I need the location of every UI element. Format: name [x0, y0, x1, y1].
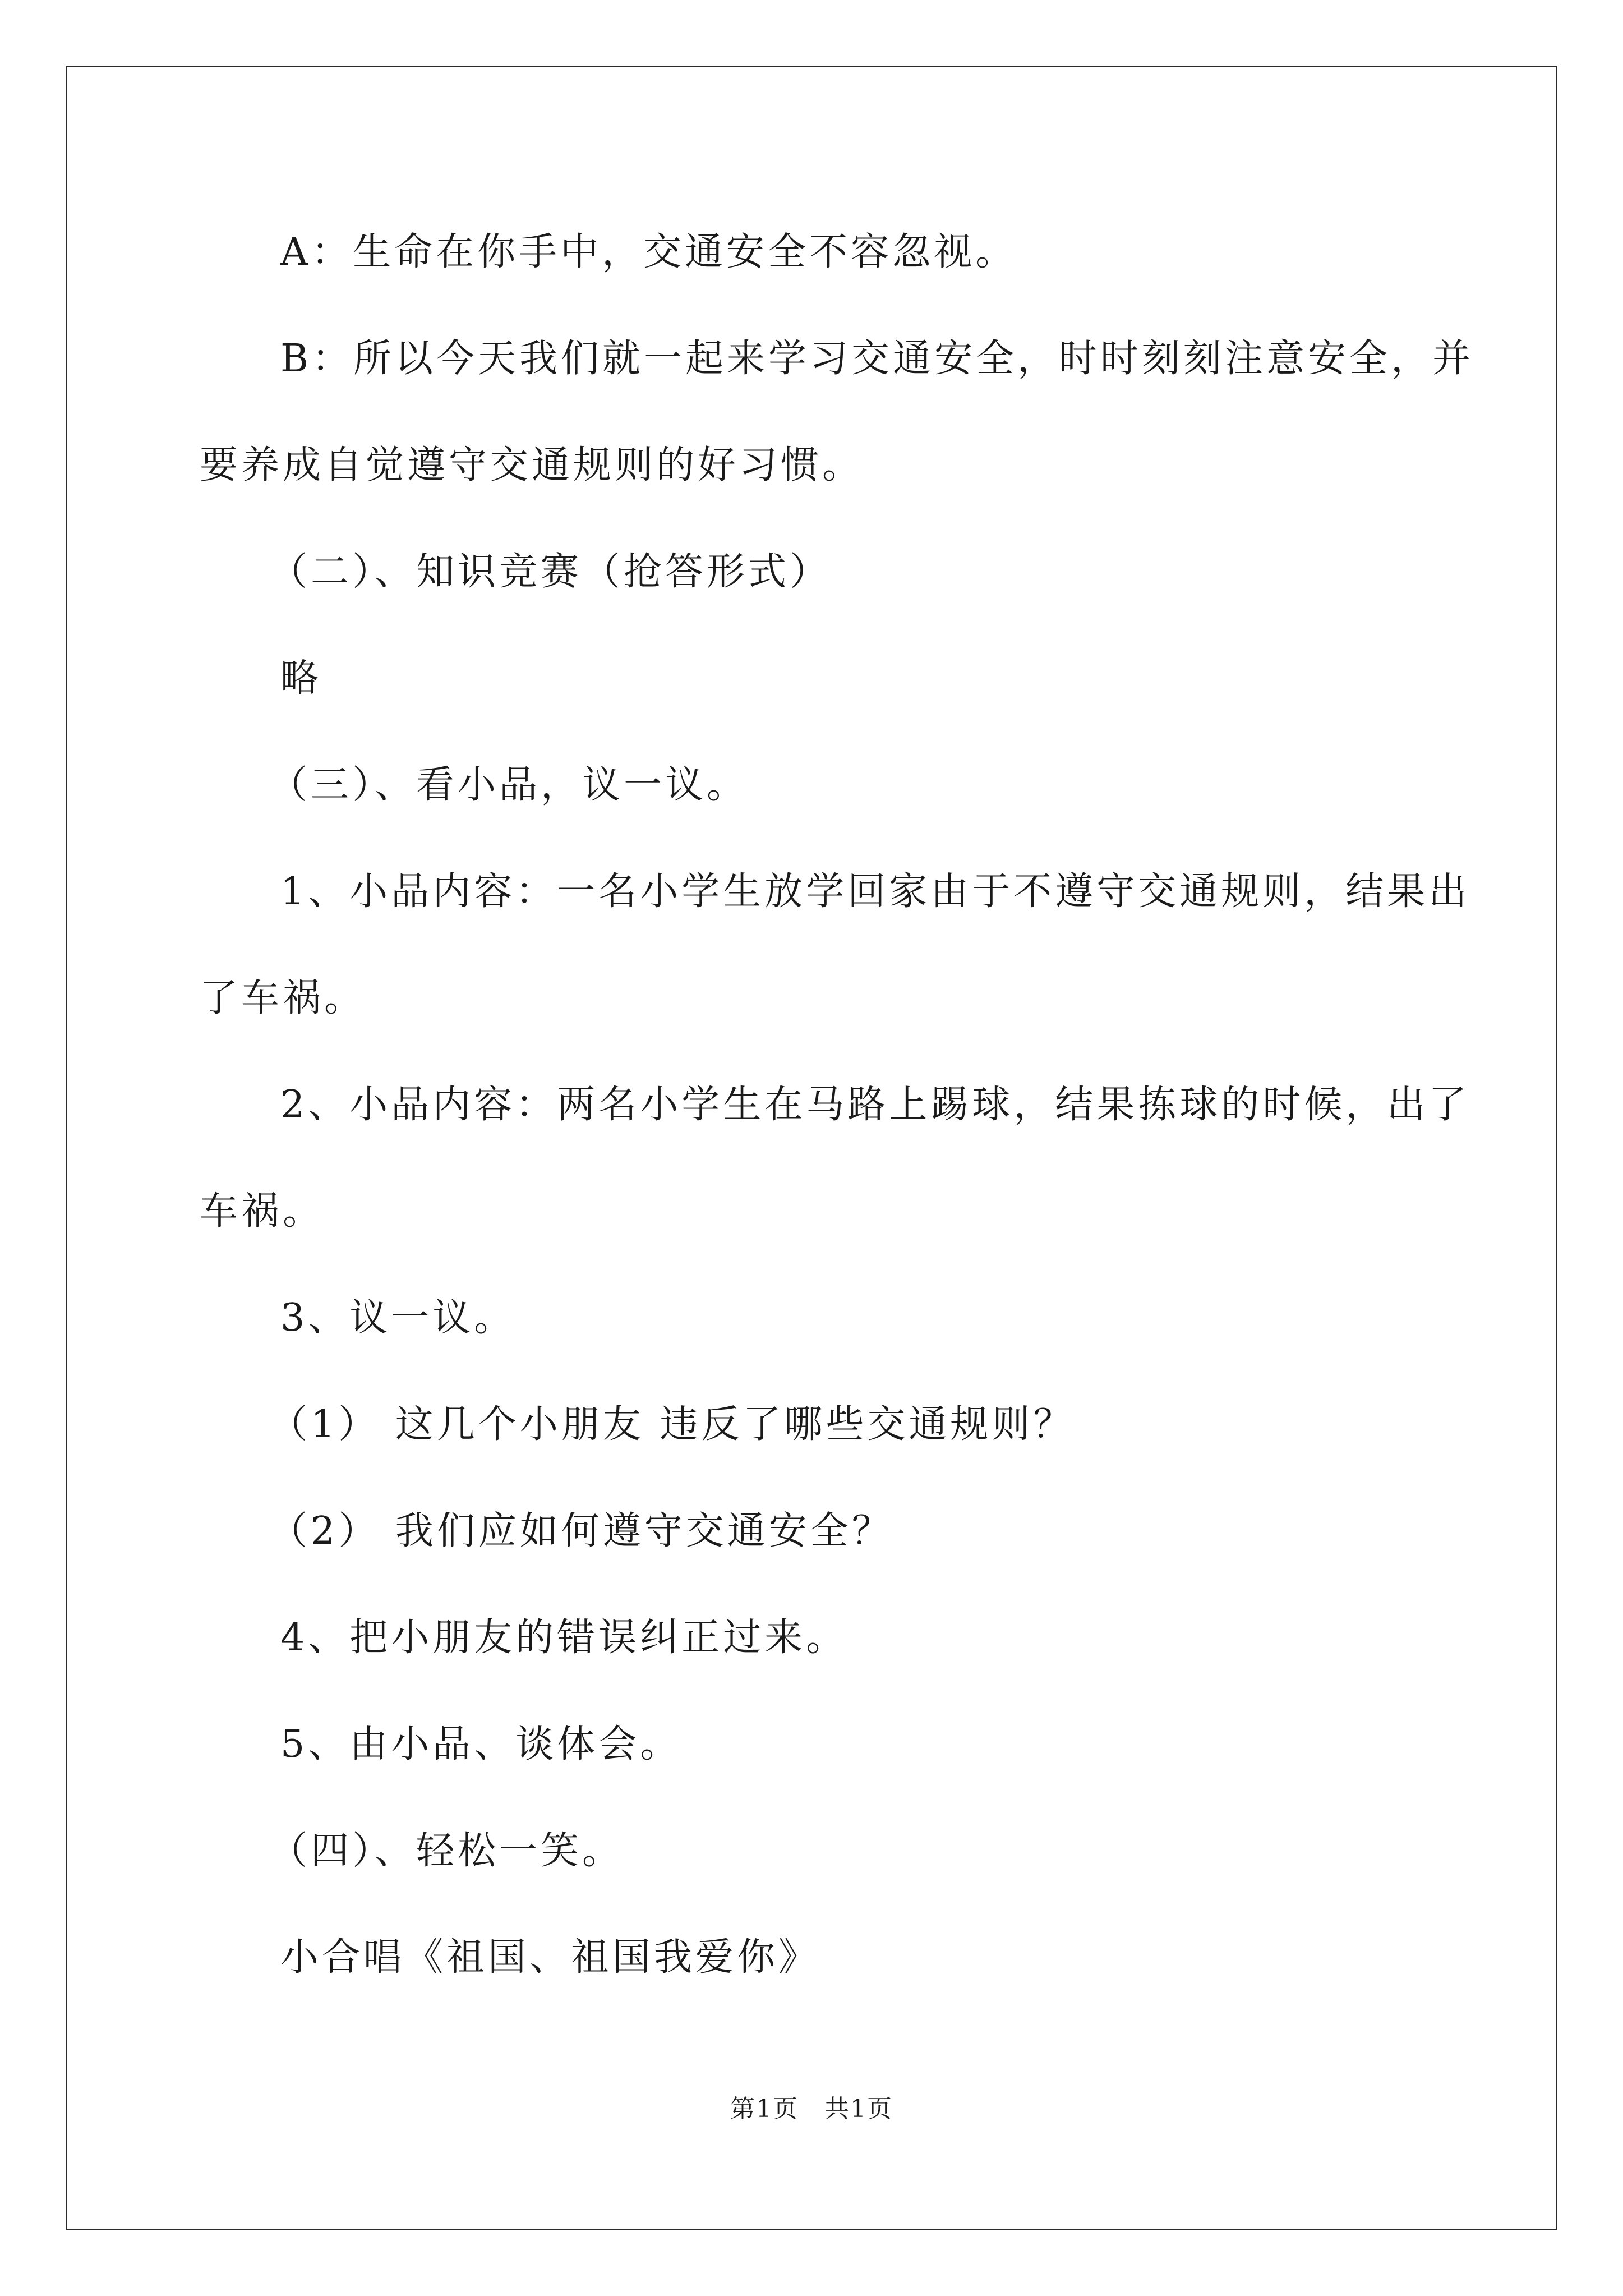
line-omitted: 略 — [280, 656, 322, 701]
sub-item-2: （2） 我们应如何遵守交通安全？ — [269, 1509, 893, 1553]
list-item-5: 5、由小品、谈体会。 — [280, 1722, 682, 1766]
list-item-2-cont: 车祸。 — [200, 1189, 325, 1234]
list-item-1: 1、小品内容：一名小学生放学回家由于不遵守交通规则，结果出 — [280, 869, 1470, 914]
sub-item-1: （1） 这几个小朋友 违反了哪些交通规则？ — [269, 1402, 1075, 1447]
page-number-footer: 第1页 共1页 — [730, 2095, 893, 2123]
section-heading-2: （二）、知识竞赛（抢答形式） — [269, 550, 832, 594]
section-heading-4: （四）、轻松一笑。 — [269, 1829, 624, 1873]
line-chorus: 小合唱《祖国、祖国我爱你》 — [280, 1935, 820, 1980]
section-heading-3: （三）、看小品，议一议。 — [269, 763, 749, 807]
line-b-intro: B：所以今天我们就一起来学习交通安全，时时刻刻注意安全，并 — [280, 337, 1474, 381]
page-border — [66, 66, 1557, 2230]
line-a-intro: A：生命在你手中，交通安全不容忽视。 — [280, 230, 1017, 274]
list-item-2: 2、小品内容：两名小学生在马路上踢球，结果拣球的时候，出了 — [280, 1083, 1470, 1127]
list-item-1-cont: 了车祸。 — [200, 976, 366, 1020]
line-b-intro-cont: 要养成自觉遵守交通规则的好习惯。 — [200, 443, 864, 487]
list-item-3: 3、议一议。 — [280, 1296, 516, 1340]
list-item-4: 4、把小朋友的错误纠正过来。 — [280, 1616, 848, 1660]
